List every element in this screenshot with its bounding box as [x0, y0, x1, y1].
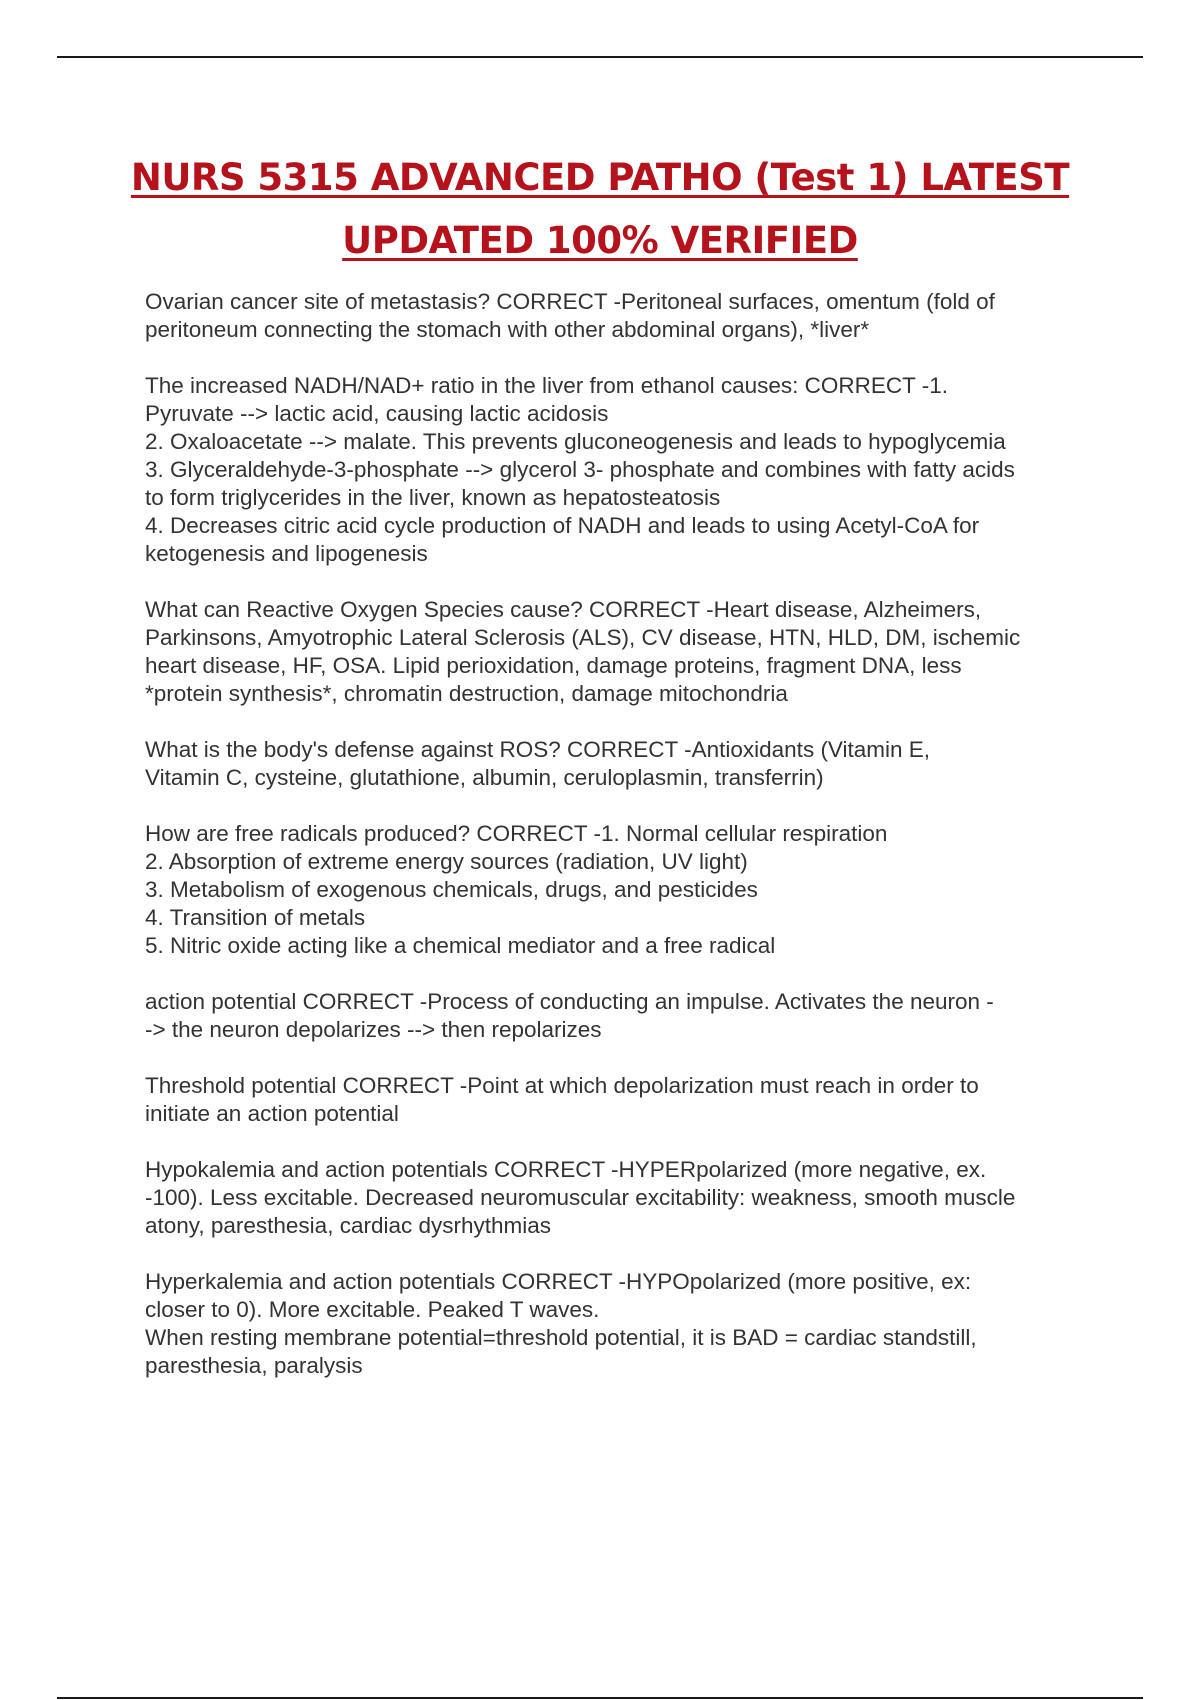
qa-line: Threshold potential CORRECT -Point at which depolarization must reach in order to — [145, 1073, 979, 1098]
title-line-2: UPDATED 100% VERIFIED — [342, 219, 858, 262]
document-title — [100, 146, 1100, 272]
qa-line: to form triglycerides in the liver, known as hepatosteatosis — [145, 485, 721, 510]
qa-line: peritoneum connecting the stomach with other abdominal organs), *liver* — [145, 317, 870, 342]
qa-line: What is the body's defense against ROS? CORRECT -Antioxidants (Vitamin E, — [145, 737, 931, 762]
qa-line: 4. Transition of metals — [145, 905, 366, 930]
qa-item — [145, 820, 1090, 960]
qa-line: The increased NADH/NAD+ ratio in the liver from ethanol causes: CORRECT -1. — [145, 373, 949, 398]
qa-item — [145, 372, 1090, 568]
qa-line: What can Reactive Oxygen Species cause? CORRECT -Heart disease, Alzheimers, — [145, 597, 982, 622]
qa-line: *protein synthesis*, chromatin destruction, damage mitochondria — [145, 681, 788, 706]
qa-line: closer to 0). More excitable. Peaked T waves. — [145, 1297, 600, 1322]
qa-line: ketogenesis and lipogenesis — [145, 541, 428, 566]
qa-line: 2. Absorption of extreme energy sources (radiation, UV light) — [145, 849, 748, 874]
qa-line: Parkinsons, Amyotrophic Lateral Sclerosis (ALS), CV disease, HTN, HLD, DM, ischemic — [145, 625, 1021, 650]
qa-item — [145, 1072, 1090, 1128]
qa-line: initiate an action potential — [145, 1101, 399, 1126]
qa-line: atony, paresthesia, cardiac dysrhythmias — [145, 1213, 552, 1238]
qa-line: 3. Metabolism of exogenous chemicals, drugs, and pesticides — [145, 877, 758, 902]
qa-line: 4. Decreases citric acid cycle production of NADH and leads to using Acetyl-CoA for — [145, 513, 980, 538]
qa-line: 3. Glyceraldehyde-3-phosphate --> glycerol 3- phosphate and combines with fatty acids — [145, 457, 1015, 482]
qa-line: When resting membrane potential=threshold potential, it is BAD = cardiac standstill, — [145, 1325, 977, 1350]
qa-line: paresthesia, paralysis — [145, 1353, 363, 1378]
qa-line: heart disease, HF, OSA. Lipid perioxidation, damage proteins, fragment DNA, less — [145, 653, 962, 678]
qa-line: Hypokalemia and action potentials CORRECT -HYPERpolarized (more negative, ex. — [145, 1157, 987, 1182]
qa-line: 2. Oxaloacetate --> malate. This prevents gluconeogenesis and leads to hypoglycemia — [145, 429, 1006, 454]
qa-line: Ovarian cancer site of metastasis? CORRECT -Peritoneal surfaces, omentum (fold of — [145, 289, 995, 314]
qa-item — [145, 736, 1090, 792]
qa-item — [145, 596, 1090, 708]
qa-line: Pyruvate --> lactic acid, causing lactic acidosis — [145, 401, 609, 426]
qa-list — [145, 288, 1090, 1408]
qa-line: 5. Nitric oxide acting like a chemical mediator and a free radical — [145, 933, 776, 958]
qa-line: action potential CORRECT -Process of conducting an impulse. Activates the neuron - — [145, 989, 994, 1014]
header-rule — [57, 56, 1143, 58]
title-line-1: NURS 5315 ADVANCED PATHO (Test 1) LATEST — [130, 156, 1070, 199]
qa-line: -> the neuron depolarizes --> then repolarizes — [145, 1017, 602, 1042]
qa-line: Vitamin C, cysteine, glutathione, albumin, ceruloplasmin, transferrin) — [145, 765, 824, 790]
qa-line: -100). Less excitable. Decreased neuromuscular excitability: weakness, smooth muscle — [145, 1185, 1016, 1210]
qa-item — [145, 988, 1090, 1044]
footer-rule — [57, 1697, 1143, 1699]
qa-item — [145, 288, 1090, 344]
qa-item — [145, 1156, 1090, 1240]
qa-line: How are free radicals produced? CORRECT -1. Normal cellular respiration — [145, 821, 888, 846]
qa-item — [145, 1268, 1090, 1380]
qa-line: Hyperkalemia and action potentials CORRECT -HYPOpolarized (more positive, ex: — [145, 1269, 972, 1294]
